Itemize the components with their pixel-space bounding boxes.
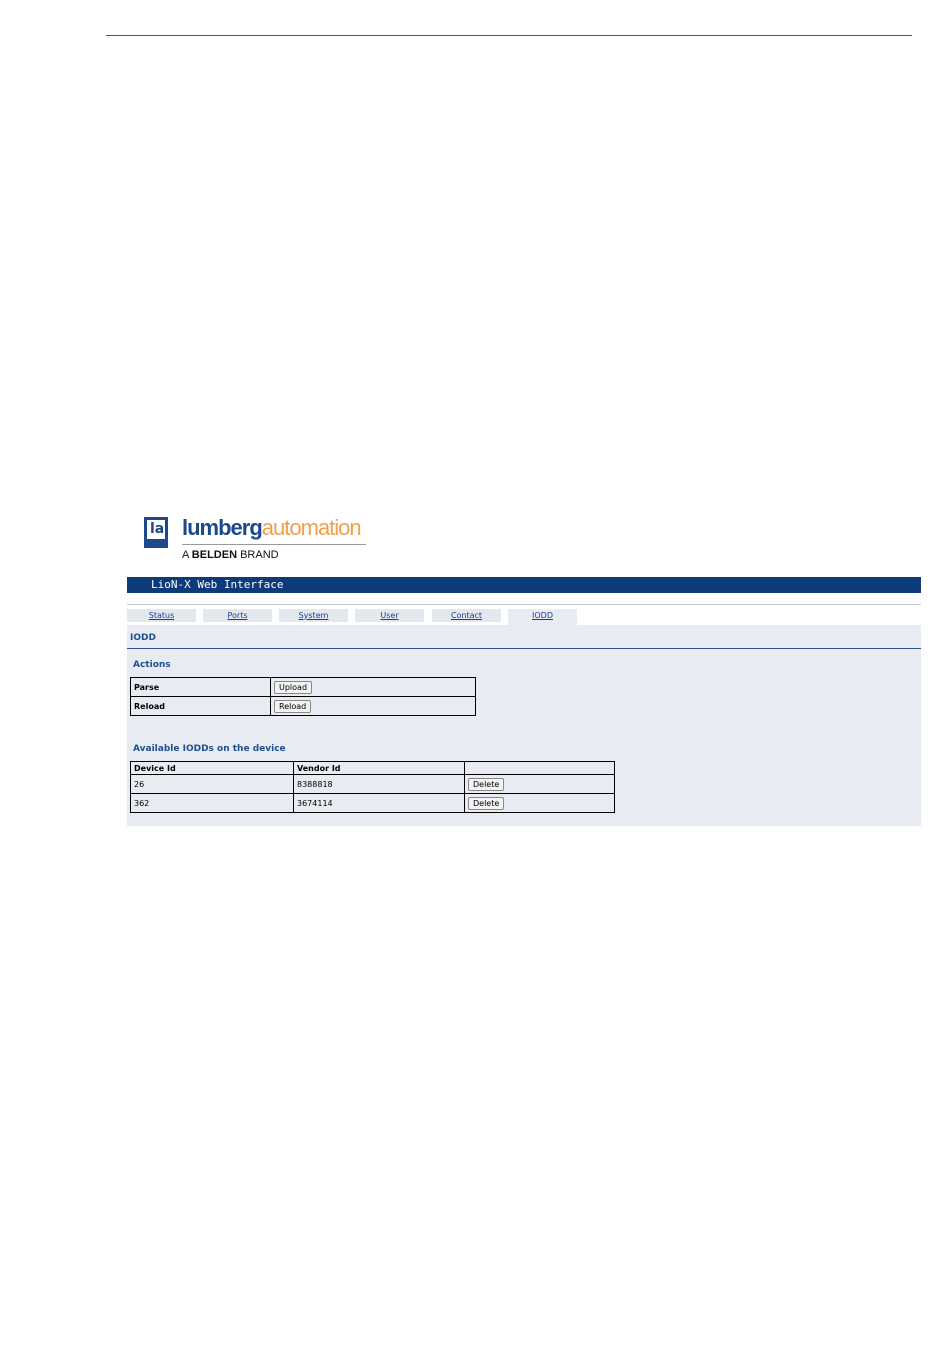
iodds-table bbox=[130, 761, 615, 813]
tab-ports[interactable]: Ports bbox=[203, 609, 272, 622]
page-top-rule bbox=[106, 35, 912, 36]
device-id-cell: 362 bbox=[131, 794, 294, 813]
header-banner bbox=[127, 577, 921, 593]
page-title: IODD bbox=[130, 633, 156, 643]
la-logo-icon: la bbox=[144, 517, 168, 548]
tab-system[interactable]: System bbox=[279, 609, 348, 622]
tab-divider bbox=[127, 604, 921, 605]
actions-heading: Actions bbox=[133, 660, 171, 670]
vendor-id-cell: 8388818 bbox=[294, 775, 465, 794]
device-id-header: Device Id bbox=[131, 762, 294, 775]
lumberg-automation-logo bbox=[144, 517, 374, 567]
logo-tagline: A BELDEN BRAND bbox=[182, 549, 279, 561]
table-row bbox=[131, 678, 476, 697]
upload-button[interactable]: Upload bbox=[274, 681, 312, 694]
title-divider bbox=[127, 648, 921, 649]
tab-status[interactable]: Status bbox=[127, 609, 196, 622]
table-header-row bbox=[131, 762, 615, 775]
table-row bbox=[131, 775, 615, 794]
vendor-id-cell: 3674114 bbox=[294, 794, 465, 813]
logo-wordmark: lumbergautomation bbox=[182, 515, 361, 540]
action-label-parse: Parse bbox=[131, 678, 271, 697]
action-label-reload: Reload bbox=[131, 697, 271, 716]
table-row bbox=[131, 794, 615, 813]
vendor-id-header: Vendor Id bbox=[294, 762, 465, 775]
table-row bbox=[131, 697, 476, 716]
delete-button[interactable]: Delete bbox=[468, 797, 504, 810]
actions-table bbox=[130, 677, 476, 716]
device-id-cell: 26 bbox=[131, 775, 294, 794]
reload-button[interactable]: Reload bbox=[274, 700, 311, 713]
action-header bbox=[465, 762, 615, 775]
banner-title: LioN-X Web Interface bbox=[151, 578, 284, 591]
iodds-heading: Available IODDs on the device bbox=[133, 744, 286, 754]
content-panel bbox=[127, 625, 921, 826]
delete-button[interactable]: Delete bbox=[468, 778, 504, 791]
tab-iodd[interactable]: IODD bbox=[508, 609, 577, 625]
tab-contact[interactable]: Contact bbox=[432, 609, 501, 622]
tab-user[interactable]: User bbox=[355, 609, 424, 622]
logo-divider bbox=[182, 544, 366, 545]
